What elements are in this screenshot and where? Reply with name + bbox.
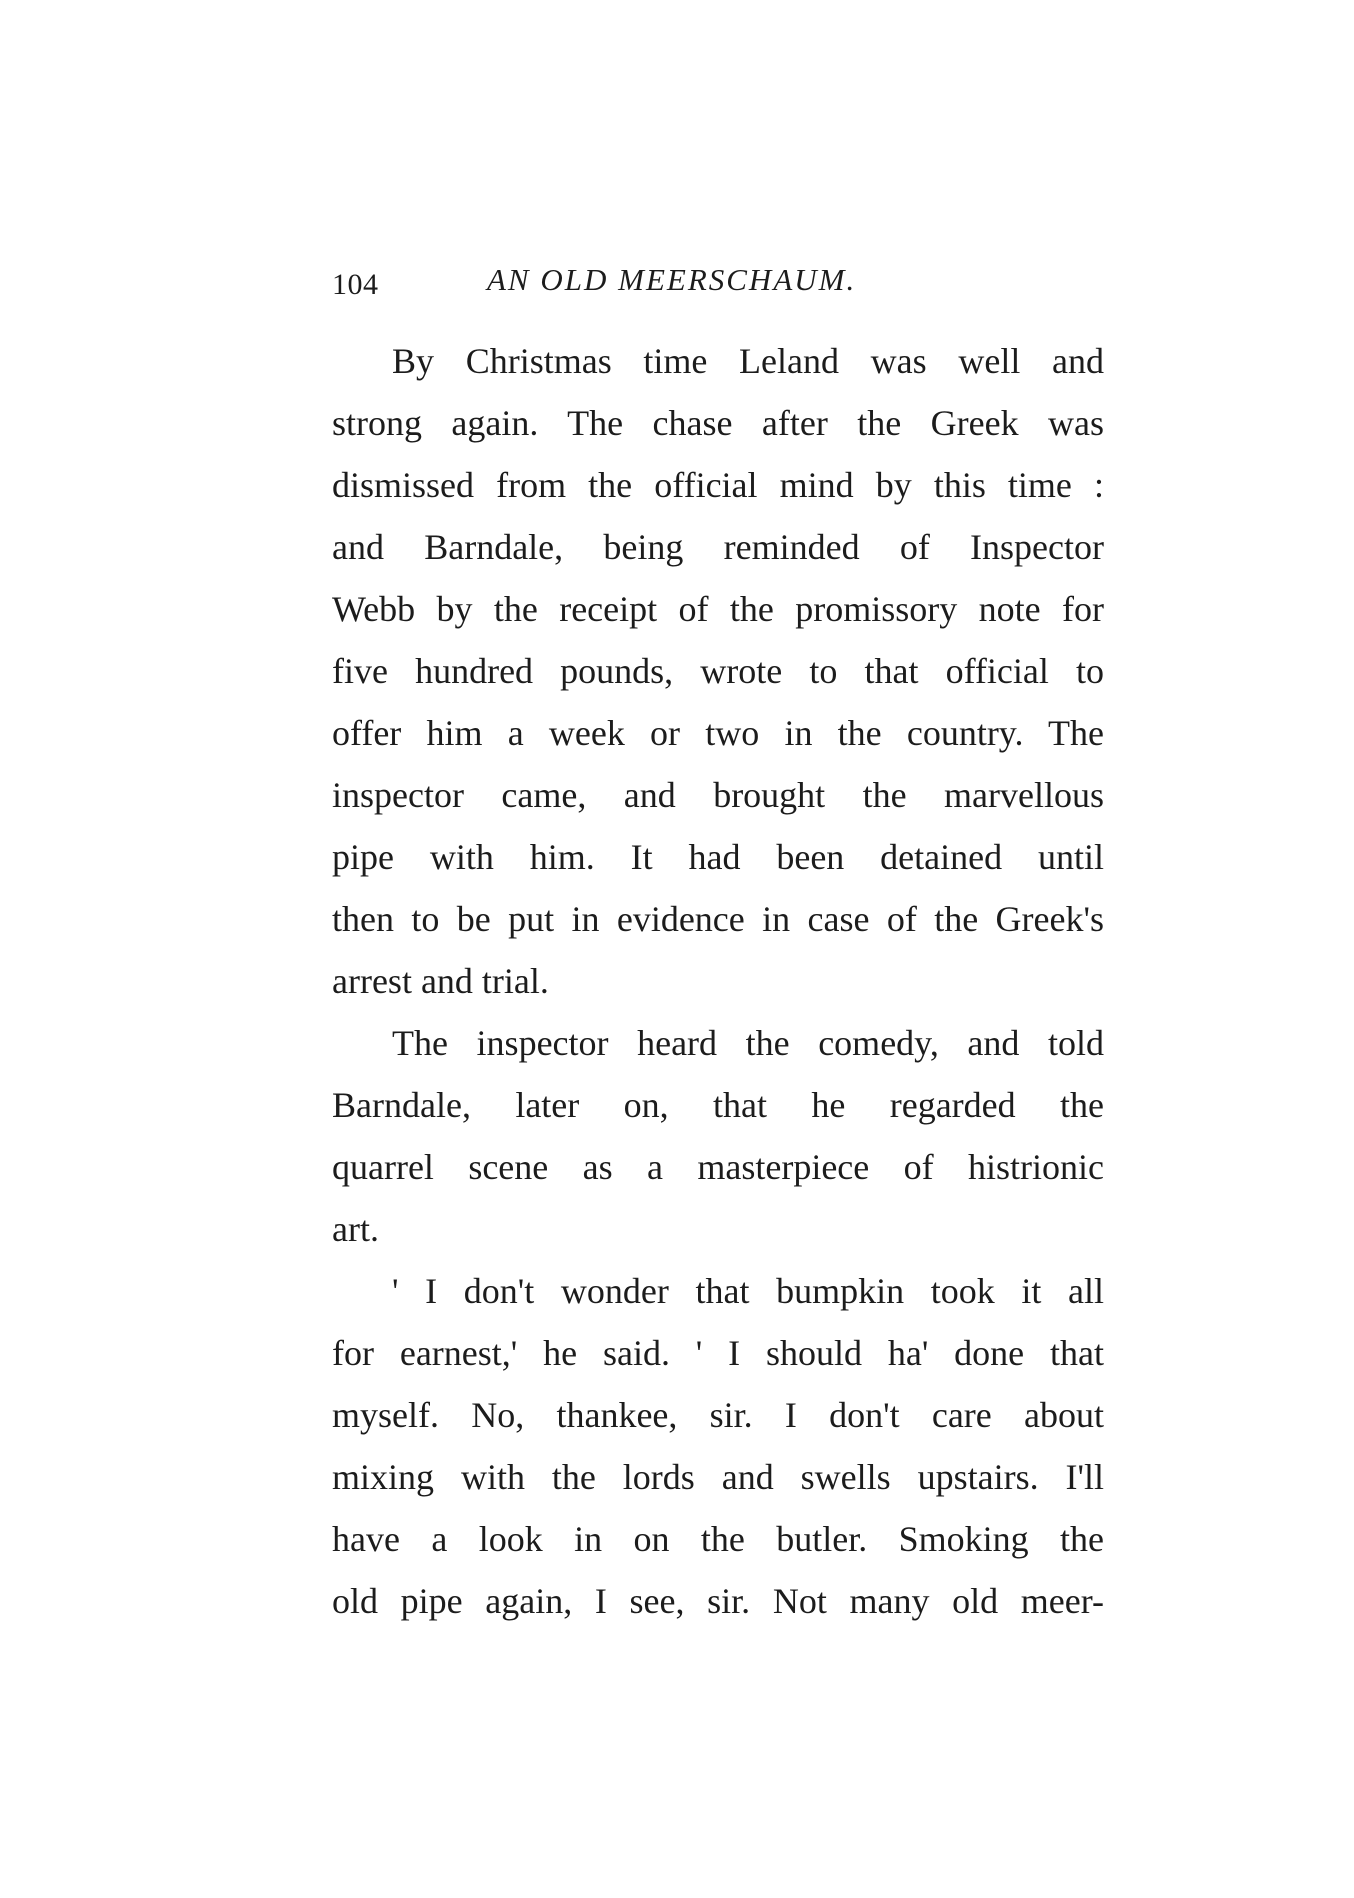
text-line: strong again. The chase after the Greek was bbox=[332, 403, 1104, 443]
running-head bbox=[332, 262, 1122, 312]
text-line: for earnest,' he said. ' I should ha' done that bbox=[332, 1333, 1104, 1373]
text-line: myself. No, thankee, sir. I don't care about bbox=[332, 1395, 1104, 1435]
text-line: By Christmas time Leland was well and bbox=[392, 341, 1104, 381]
text-line: five hundred pounds, wrote to that official to bbox=[332, 651, 1104, 691]
text-line: ' I don't wonder that bumpkin took it all bbox=[392, 1271, 1104, 1311]
text-line: have a look in on the butler. Smoking the bbox=[332, 1519, 1104, 1559]
text-line: pipe with him. It had been detained until bbox=[332, 837, 1104, 877]
text-line: The inspector heard the comedy, and told bbox=[392, 1023, 1104, 1063]
text-line: and Barndale, being reminded of Inspector bbox=[332, 527, 1104, 567]
text-line: then to be put in evidence in case of the Greek's bbox=[332, 899, 1104, 939]
paragraph-3 bbox=[332, 1260, 1104, 1632]
text-line: art. bbox=[332, 1209, 379, 1249]
text-line: arrest and trial. bbox=[332, 961, 549, 1001]
text-line: offer him a week or two in the country. The bbox=[332, 713, 1104, 753]
text-line: Webb by the receipt of the promissory note for bbox=[332, 589, 1104, 629]
text-line: Barndale, later on, that he regarded the bbox=[332, 1085, 1104, 1125]
paragraph-1 bbox=[332, 330, 1104, 1012]
text-line: mixing with the lords and swells upstairs. I'll bbox=[332, 1457, 1104, 1497]
text-line: old pipe again, I see, sir. Not many old meer- bbox=[332, 1581, 1104, 1621]
text-line: quarrel scene as a masterpiece of histrionic bbox=[332, 1147, 1104, 1187]
text-line: dismissed from the official mind by this time : bbox=[332, 465, 1104, 505]
page-number: 104 bbox=[332, 268, 379, 301]
paragraph-2 bbox=[332, 1012, 1104, 1260]
running-title: AN OLD MEERSCHAUM. bbox=[487, 262, 857, 297]
text-line: inspector came, and brought the marvellous bbox=[332, 775, 1104, 815]
body-text bbox=[332, 330, 1104, 1632]
